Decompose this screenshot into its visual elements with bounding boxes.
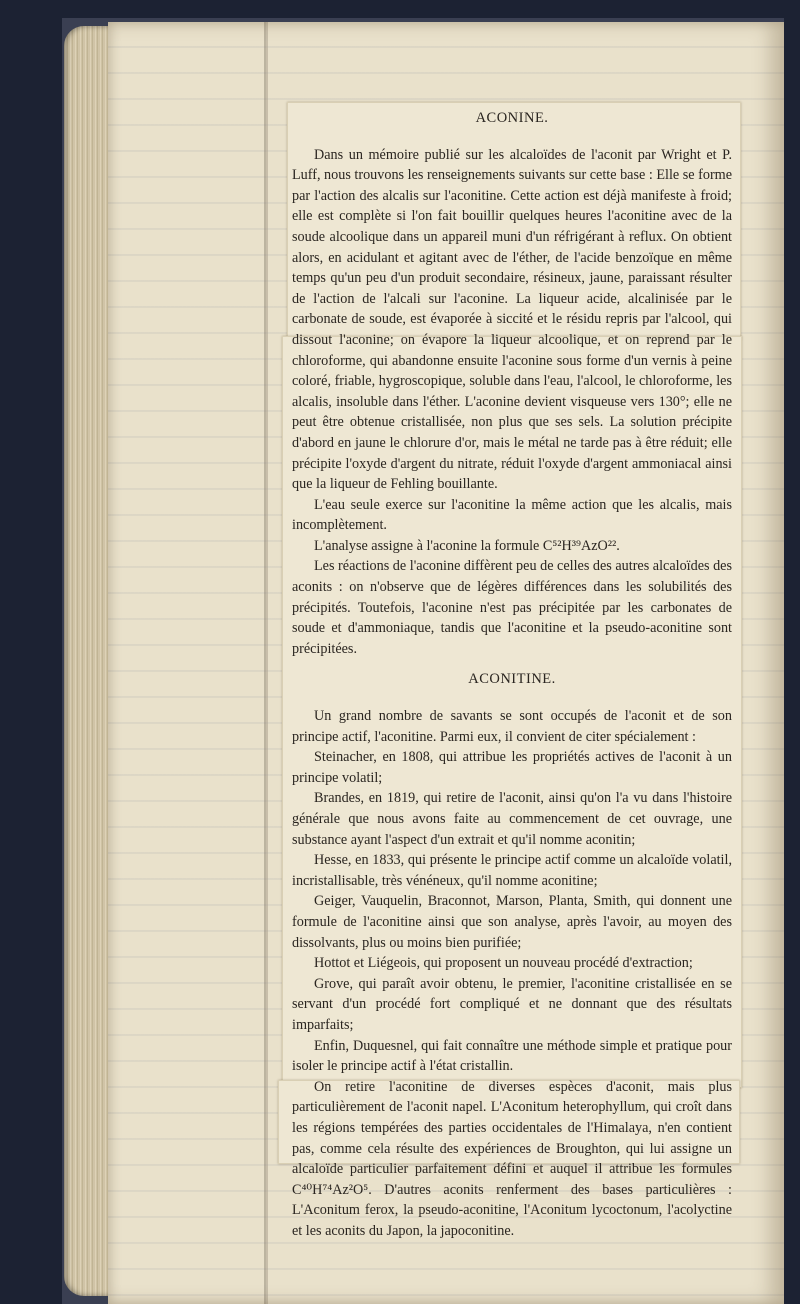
paragraph: L'eau seule exerce sur l'aconitine la même action que les alcalis, mais incomplètement. (292, 496, 732, 534)
paragraph: L'analyse assigne à l'aconine la formule C⁵²H³⁹AzO²². (314, 537, 620, 554)
paragraph: Brandes, en 1819, qui retire de l'aconit, ainsi qu'on l'a vu dans l'histoire générale que nous avons faite au commencement de cet ouvrage, une substance ayant l'aspect d'un extrait et qu'il nomme aconitin; (292, 790, 732, 848)
paragraph: Enfin, Duquesnel, qui fait connaître une méthode simple et pratique pour isoler le principe actif à l'état cristallin. (292, 1037, 732, 1075)
paragraph: Dans un mémoire publié sur les alcaloïdes de l'aconit par Wright et P. Luff, nous trouvons les renseignements suivants sur cette base : Elle se forme par l'action des alcalis sur l'aconitine. Cette action est déjà manifeste à froid; elle est complète si l'on fait bouillir quelques heures l'aconitine avec de la soude alcoolique dans un appareil muni d'un réfrigérant à reflux. On obtient alors, en acidulant et agitant avec de l'éther, de l'acide benzoïque en même temps qu'un peu d'un produit secondaire, résineux, jaune, paraissant résulter de l'action de l'alcali sur l'aconine. La liqueur acide, alcalinisée par le carbonate de soude, est évaporée à siccité et le résidu repris par l'alcool, qui dissout l'aconine; on évapore la liqueur alcoolique, et on reprend par le chloroforme, qui abandonne ensuite l'aconine sous forme d'un vernis à peine coloré, friable, hygroscopique, soluble dans l'eau, l'alcool, le chloroforme, les alcalis, insoluble dans l'éther. L'aconine devient visqueuse vers 130°; elle ne peut être obtenue cristallisée, non plus que ses sels. La solution précipite d'abord en jaune le chlorure d'or, mais le métal ne tarde pas à être réduit; elle précipite l'oxyde d'argent du nitrate, réduit l'oxyde d'argent ammoniacal ainsi que la liqueur de Fehling bouillante. (292, 146, 732, 493)
paragraph: Les réactions de l'aconine diffèrent peu de celles des autres alcaloïdes des aconits : on n'observe que de légères différences dans les solubilités des précipités. Toutefois, l'aconine n'est pas précipitée par les carbonates de soude et d'ammoniaque, tandis que l'aconitine et la pseudo-aconitine sont précipitées. (292, 558, 732, 657)
heading-aconitine: ACONITINE. (468, 671, 556, 688)
heading-aconine: ACONINE. (475, 110, 549, 126)
paragraph: Hottot et Liégeois, qui proposent un nouveau procédé d'extraction; (314, 955, 693, 972)
paragraph: Geiger, Vauquelin, Braconnot, Marson, Planta, Smith, qui donnent une formule de l'aconitine ainsi que son analyse, après l'avoir, au moyen des dissolvants, plus ou moins bien purifiée; (292, 893, 732, 951)
paragraph: Hesse, en 1833, qui présente le principe actif comme un alcaloïde volatil, incristallisable, très vénéneux, qu'il nomme aconitine; (292, 852, 732, 889)
paragraph: Steinacher, en 1808, qui attribue les propriétés actives de l'aconit à un principe volatil; (292, 749, 732, 786)
paragraph: Grove, qui paraît avoir obtenu, le premier, l'aconitine cristallisée en se servant d'un procédé fort compliqué et ne donnant que des résultats imparfaits; (292, 975, 732, 1033)
paragraph: Un grand nombre de savants se sont occupés de l'aconit et de son principe actif, l'aconitine. Parmi eux, il convient de citer spécialement : (292, 708, 732, 745)
paragraph: On retire l'aconitine de diverses espèces d'aconit, mais plus particulièrement de l'aconit napel. L'Aconitum heterophyllum, qui croît dans les régions tempérées des parties occidentales de l'Himalaya, n'en contient pas, comme cela résulte des expériences de Broughton, qui lui assigne un alcaloïde particulier parfaitement défini et auquel il attribue les formules C⁴⁰H⁷⁴Az²O⁵. D'autres aconits renferment des bases particulières : L'Aconitum ferox, la pseudo-aconitine, l'Aconitum lycoctonum, l'acolyctine et les aconits du Japon, la japoconitine. (292, 1078, 732, 1239)
article-text (292, 108, 732, 1241)
